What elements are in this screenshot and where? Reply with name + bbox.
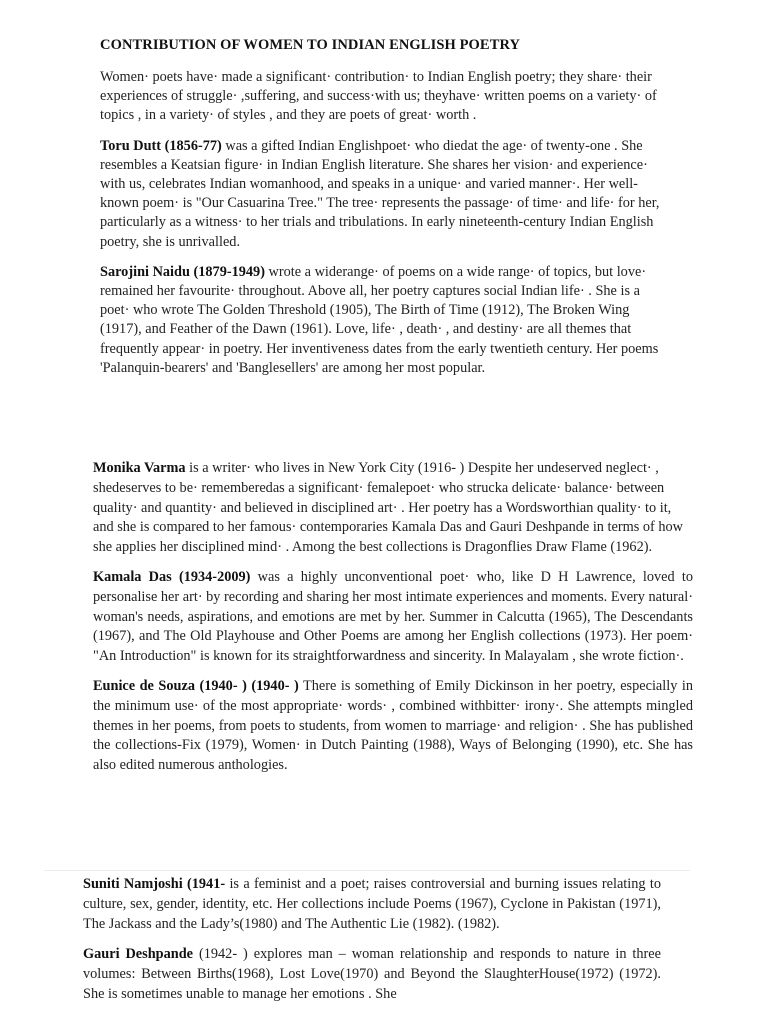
poet-name: Sarojini Naidu (1879-1949) <box>100 263 265 280</box>
poet-text: wrote a widerange· of poems on a wide range· of topics, but love· remained her favourite· throughout. Above all, her poetry captures social Indian life· . She is a poet· who wrote The Golden Threshold (1905), The Birth of Time (1912), The Broken Wing (1917), and Feather of the Dawn (1961). Love, life· , death· , and destiny· are all themes that frequently appear· in poetry. Her inventiveness dates from the early twentieth century. Her poems 'Palanquin-bearers' and 'Banglesellers' are among her most popular. <box>100 263 659 376</box>
paragraph-gauri-deshpande <box>83 945 661 1004</box>
poet-text: was a highly unconventional poet· who, like D H Lawrence, loved to personalise her art· by recording and sharing her most intimate experiences and moments. Every natural· woman's needs, aspirations, and emotions are met by her. Summer in Calcutta (1965), The Descendants (1967), and The Old Playhouse and Other Poems are among her English collections (1973). Her poem· "An Introduction" is known for its straightforwardness and sincerity. In Malayalam , she wrote fiction·. <box>93 568 693 665</box>
poet-name: Monika Varma <box>93 460 186 476</box>
poet-name: Suniti Namjoshi (1941- <box>83 876 226 892</box>
poet-text: (1942- ) explores man – woman relationship and responds to nature in three volumes: Between Births(1968), Lost Love(1970) and Beyond the SlaughterHouse(1972) (1972). She is sometimes unable to manage her emotions . She <box>83 946 661 1002</box>
paragraph-sarojini-naidu <box>100 263 660 378</box>
page-section-bottom <box>83 875 661 1016</box>
paragraph-monika-varma <box>93 459 693 558</box>
poet-name: Kamala Das (1934-2009) <box>93 568 251 585</box>
poet-text: is a writer· who lives in New York City (1916- ) Despite her undeserved neglect· , shedeserves to be· rememberedas a significant· femalepoet· who strucka delicate· balance· between quality· and quantity· and believed in disciplined art· . Her poetry has a Wordsworthian quality· to it, and she is compared to her famous· contemporaries Kamala Das and Gauri Deshpande in terms of how she applies her disciplined mind· . Among the best collections is Dragonflies Draw Flame (1962). <box>93 460 683 556</box>
poet-text: was a gifted Indian Englishpoet· who diedat the age· of twenty-one . She resembles a Keatsian figure· in Indian English literature. She shares her vision· and experience· with us, celebrates Indian womanhood, and speaks in a unique· and varied manner·. Her well-known poem· is "Our Casuarina Tree." The tree· represents the passage· of time· and life· for her, particularly as a witness· to her trials and tribulations. In early nineteenth-century Indian English poetry, she is unrivalled. <box>100 137 660 250</box>
poet-name: Toru Dutt (1856-77) <box>100 137 222 154</box>
page-section-top <box>100 37 660 389</box>
paragraph-suniti-namjoshi <box>83 875 661 934</box>
paragraph-kamala-das <box>93 568 693 667</box>
poet-name: Gauri Deshpande <box>83 946 194 963</box>
intro-paragraph: Women· poets have· made a significant· contribution· to Indian English poetry; they share· their experiences of struggle· ,suffering, and success·with us; theyhave· written poems on a variety· of topics , in a variety· of styles , and they are poets of great· worth . <box>100 69 657 124</box>
poet-name: Eunice de Souza (1940- ) (1940- ) <box>93 677 299 694</box>
document-title: CONTRIBUTION OF WOMEN TO INDIAN ENGLISH POETRY <box>100 37 521 53</box>
paragraph-toru-dutt <box>100 137 660 252</box>
paragraph-eunice-de-souza <box>93 677 693 776</box>
poet-text: is a feminist and a poet; raises controversial and burning issues relating to culture, sex, gender, identity, etc. Her collections include Poems (1967), Cyclone in Pakistan (1971), The Jackass and the Lady’s(1980) and The Authentic Lie (1982). (1982). <box>83 876 661 932</box>
page-divider <box>44 870 690 871</box>
poet-text: There is something of Emily Dickinson in her poetry, especially in the minimum use· of the most appropriate· words· , combined withbitter· irony·. She attempts mingled themes in her poems, from poets to students, from women to marriage· and religion· . She has published the collections-Fix (1979), Women· in Dutch Painting (1988), Ways of Belonging (1990), etc. She has also edited numerous anthologies. <box>93 677 693 774</box>
page-section-middle <box>93 459 693 786</box>
